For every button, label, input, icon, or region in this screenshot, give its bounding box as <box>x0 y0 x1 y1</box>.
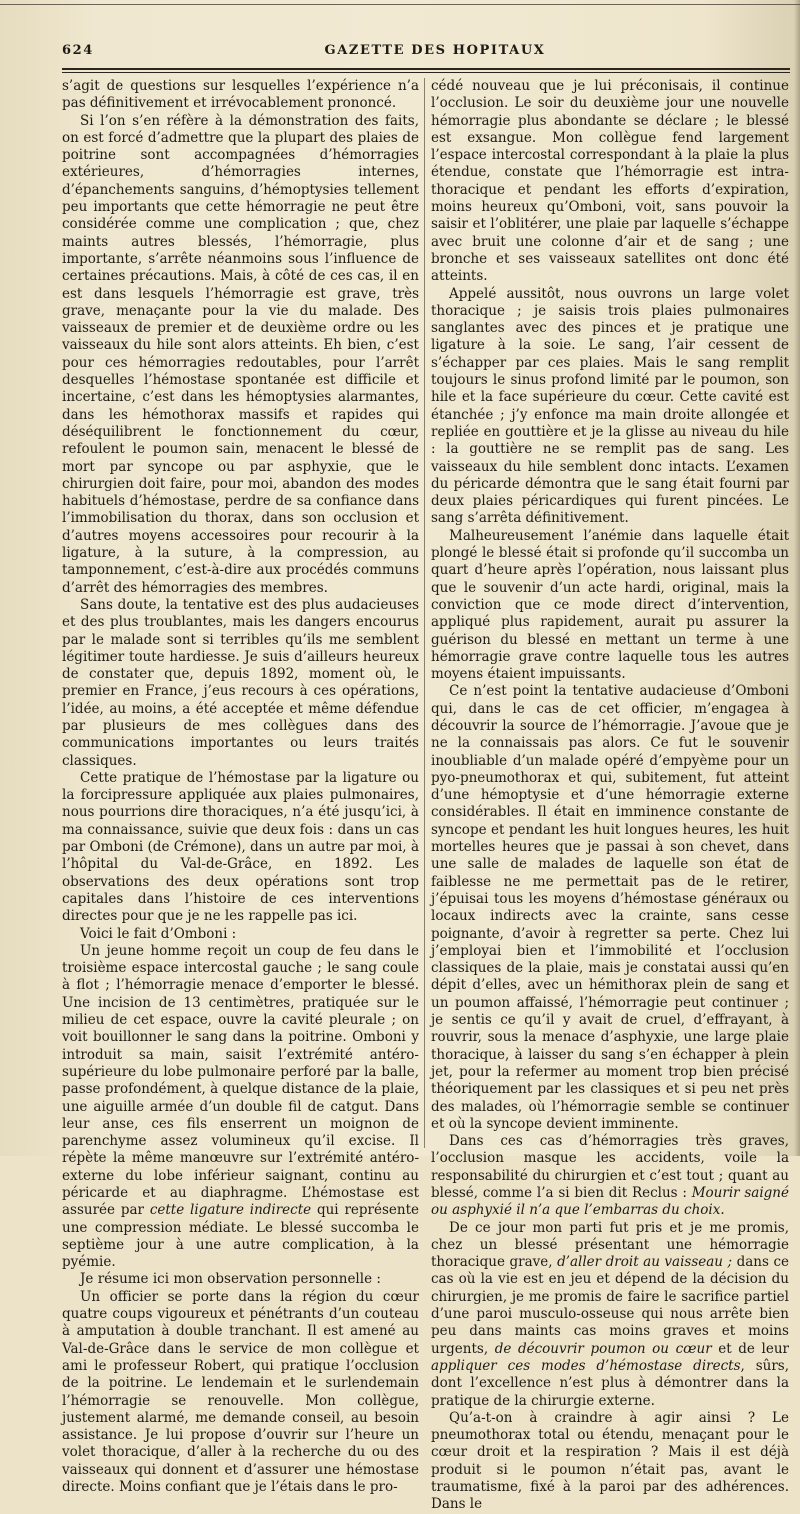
right-column <box>431 78 789 1513</box>
paragraph <box>431 1133 789 1219</box>
paragraph: Je résume ici mon observation personnelle : <box>80 1271 381 1288</box>
paragraph: Cette pratique de l’hémostase par la ligature ou la forcipressure appliquée aux plaies pulmonaires, nous pourrions dire thoraciques, n’a été jusqu’ici, à ma connaissance, suivie que deux fois : dans un cas par Omboni (de Crémone), dans un autre par moi, à l’hôpital du Val-de-Grâce, en 1892. Les observations des deux opérations sont trop capitales dans l’histoire de ces interventions directes pour que je ne les rappelle pas ici. <box>62 769 419 925</box>
paragraph: Appelé aussitôt, nous ouvrons un large volet thoracique ; je saisis trois plaies pulmonaires sanglantes avec des pinces et je pratique une ligature à la soie. Le sang, l’air cessent de s’échapper par ces plaies. Mais le sang remplit toujours le sinus profond limité par le poumon, son hile et la face supérieure du cœur. Cette cavité est étanchée ; j’y enfonce ma main droite allongée et repliée en gouttière et je la glisse au niveau du hile : la gouttière ne se remplit pas de sang. Les vaisseaux du hile semblent donc intacts. L’examen du péricarde démontra que le sang était fourni par deux plaies péricardiques qui furent pincées. Le sang s’arrêta définitivement. <box>431 285 789 527</box>
text-run: De ce jour mon parti fut pris et je me promis, chez un blessé présentant une hémorragie thoracique grave, <box>431 1219 789 1271</box>
paragraph: Qu’a-t-on à craindre à agir ainsi ? Le pneumothorax total ou étendu, menaçant pour le cœur droit et la respiration ? Mais il est déjà produit si le poumon n’était pas, avant le traumatisme, fixé à la paroi par des adhérences. Dans le <box>431 1409 789 1513</box>
column-divider <box>424 78 425 1148</box>
page-edge-shadow <box>794 0 800 1156</box>
journal-title: GAZETTE DES HOPITAUX <box>324 43 546 58</box>
left-column <box>62 78 419 1496</box>
paragraph: Un officier se porte dans la région du cœur quatre coups vigoureux et pénétrants d’un couteau à amputation à double tranchant. Il est amené au Val-de-Grâce dans le service de mon collègue et ami le professeur Robert, qui pratique l’occlusion de la poitrine. Le lendemain et le surlendemain l’hémorragie se renouvelle. Mon collègue, justement alarmé, me demande conseil, au besoin assistance. Je lui propose d’ouvrir sur l’heure un volet thoracique, d’aller à la recherche du ou des vaisseaux qui donnent et d’assurer une hémostase directe. Moins confiant que je l’étais dans le pro- <box>62 1288 419 1496</box>
italic-run: cette ligature indirecte <box>149 1202 312 1219</box>
paragraph <box>62 943 419 1272</box>
text-run: qui représente une compression médiate. Le blessé succomba le septième jour à une autre complication, à la pyémie. <box>62 1202 419 1271</box>
text-run: Dans ces cas d’hémorragies très graves, l’occlusion masque les accidents, voile la responsabilité du chirurgien et c’est tout ; quant au blessé, comme l’a si bien dit Reclus : <box>431 1133 789 1201</box>
text-run: et de leur <box>711 1340 789 1357</box>
top-edge-line <box>0 4 800 5</box>
paragraph: cédé nouveau que je lui préconisais, il continue l’occlusion. Le soir du deuxième jour une nouvelle hémorragie plus abondante se déclare ; le blessé est exsangue. Mon collègue fend largement l’espace intercostal correspondant à la plaie la plus étendue, constate que l’hémorragie est intra-thoracique et pendant les efforts d’expiration, moins heureux qu’Omboni, voit, sans pouvoir la saisir et l’oblitérer, une plaie par laquelle s’échappe avec bruit une colonne d’air et de sang ; une bronche et ses vaisseaux satellites ont donc été atteints. <box>431 78 789 285</box>
paragraph <box>431 1220 789 1410</box>
paragraph: Sans doute, la tentative est des plus audacieuses et des plus troublantes, mais les dangers encourus par le malade sont si terribles qu’ils me semblent légitimer toute hardiesse. Je suis d’ailleurs heureux de constater que, depuis 1892, moment où, le premier en France, j’eus recours à ces opérations, l’idée, au moins, a été acceptée et même défendue par plusieurs de mes collègues dans des communications importantes ou leurs traités classiques. <box>62 596 419 769</box>
page-number: 624 <box>62 43 94 58</box>
paragraph: Malheureusement l’anémie dans laquelle était plongé le blessé était si profonde qu’il succomba un quart d’heure après l’opération, nous laissant plus que le souvenir d’un acte hardi, original, mais la conviction que ce mode direct d’intervention, appliqué plus rapidement, aurait pu assurer la guérison du blessé en mettant un terme à une hémorragie grave contre laquelle tous les autres moyens étaient impuissants. <box>431 527 789 683</box>
italic-run: appliquer ces modes d’hémostase directs <box>431 1357 741 1374</box>
paragraph: s’agit de questions sur lesquelles l’expérience n’a pas définitivement et irrévocablement prononcé. <box>62 78 419 112</box>
running-header <box>62 43 788 63</box>
text-run: Un jeune homme reçoit un coup de feu dans le troisième espace intercostal gauche ; le sang coule à flot ; l’hémorragie menace d’emporter le blessé. Une incision de 13 centimètres, pratiquée sur le milieu de cet espace, ouvre la cavité pleurale ; on voit bouillonner le sang dans la poitrine. Omboni y introduit sa main, saisit l’extrémité antéro-supérieure du lobe pulmonaire perforé par la balle, passe profondément, à quelque distance de la plaie, une aiguille armée d’un double fil de catgut. Dans leur anse, ces fils enserrent un moignon de parenchyme assez volumineux qu’il excise. Il répète la même manœuvre sur l’extrémité antéro-externe du lobe inférieur saignant, continu au péricarde et au diaphragme. L’hémostase est assurée par <box>62 942 419 1219</box>
text-run: , sûrs, dont l’excellence n’est plus à démontrer dans la pratique de la chirurgie externe. <box>431 1357 789 1409</box>
text-run: dans ce cas où la vie est en jeu et dépend de la décision du chirurgien, je me promis de faire le sacrifice partiel d’une paroi musculo-osseuse qui nous arrête bien peu dans maints cas moins graves et moins urgents, <box>431 1254 789 1357</box>
header-rule-thin <box>62 72 790 73</box>
paragraph: Voici le fait d’Omboni : <box>80 925 237 942</box>
paragraph: Si l’on s’en réfère à la démonstration des faits, on est forcé d’admettre que la plupart des plaies de poitrine sont accompagnées d’hémorragies extérieures, d’hémorragies internes, d’épanchements sanguins, d’hémoptysies tellement peu importants que cette hémorragie ne peut être considérée comme une complication ; que, chez maints autres blessés, l’hémorragie, plus importante, s’arrête néanmoins sous l’influence de certaines précautions. Mais, à côté de ces cas, il en est dans lesquels l’hémorragie est grave, très grave, menaçante pour la vie du malade. Des vaisseaux de premier et de deuxième ordre ou les vaisseaux du hile sont alors atteints. Eh bien, c’est pour ces hémorragies redoutables, pour l’arrêt desquelles l’hémostase spontanée est difficile et incertaine, c’est dans les hémoptysies alarmantes, dans les hémothorax massifs et rapides qui déséquilibrent le fonctionnement du cœur, refoulent le poumon sain, menacent le blessé de mort par syncope ou par asphyxie, que le chirurgien doit faire, pour moi, abandon des modes habituels d’hémostase, perdre de sa confiance dans l’immobilisation du thorax, dans son occlusion et d’autres moyens accessoires pour recourir à la ligature, à la suture, à la compression, au tamponnement, c’est-à-dire aux procédés communs d’arrêt des hémorragies des membres. <box>62 112 419 596</box>
italic-run: de découvrir poumon ou cœur <box>494 1340 712 1357</box>
header-rule-thick <box>62 68 790 70</box>
italic-run: Mourir saigné ou asphyxié il n’a que l’embarras du choix. <box>431 1185 789 1219</box>
italic-run: d’aller droit au vaisseau ; <box>557 1254 733 1271</box>
paragraph: Ce n’est point la tentative audacieuse d’Omboni qui, dans le cas de cet officier, m’engagea à découvrir la source de l’hémorragie. J’avoue que je ne la connaissais pas alors. Ce fut le souvenir inoubliable d’un malade opéré d’empyème pour un pyo-pneumothorax et qui, subitement, fut atteint d’une hémoptysie et d’une hémorragie externe considérables. Il était en imminence constante de syncope et pendant les huit longues heures, les huit mortelles heures que je passai à son chevet, dans une salle de malades de laquelle son état de faiblesse ne me permettait pas de le retirer, j’épuisai tous les moyens d’hémostase généraux ou locaux indirects avec la crainte, sans cesse poignante, d’avoir à regretter sa perte. Chez lui j’employai bien et l’immobilité et l’occlusion classiques de la plaie, mais je constatai aussi qu’en dépit d’elles, avec un hémithorax plein de sang et un poumon affaissé, l’hémorragie peut continuer ; je sentis ce qu’il y avait de cruel, d’effrayant, à rouvrir, sous la menace d’asphyxie, une large plaie thoracique, à laisser du sang s’en échapper à plein jet, pour la refermer au moment trop bien précisé théoriquement par les classiques et si peu net près des malades, où l’hémorragie semble se continuer et où la syncope devient imminente. <box>431 683 789 1132</box>
